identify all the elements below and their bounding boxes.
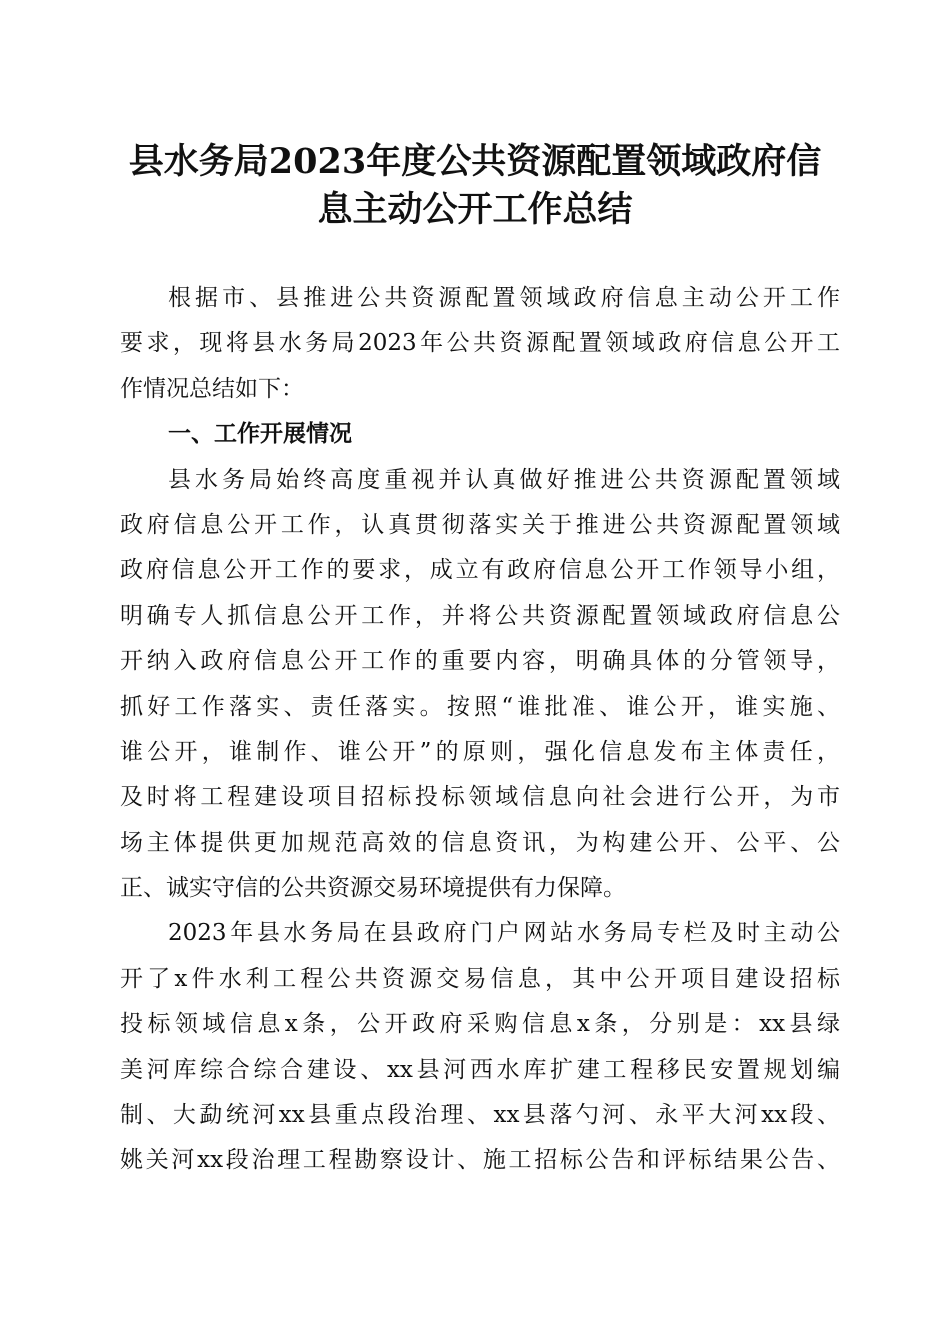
section-heading: 一、工作开展情况 (168, 421, 352, 448)
paragraph-1-line-4: 明确专人抓信息公开工作，并将公共资源配置领域政府信息公 (120, 602, 840, 629)
paragraph-2-line-3: 投标领域信息x条，公开政府采购信息x条，分别是：xx县绿 (120, 1011, 840, 1038)
title-line-2: 息主动公开工作总结 (317, 189, 633, 230)
document-title (100, 138, 850, 234)
paragraph-intro-line-1: 根据市、县推进公共资源配置领域政府信息主动公开工作 (168, 285, 840, 311)
paragraph-intro-line-2: 要求，现将县水务局2023年公共资源配置领域政府信息公开工 (120, 330, 840, 357)
paragraph-1-line-1: 县水务局始终高度重视并认真做好推进公共资源配置领域 (168, 466, 840, 493)
paragraph-1-line-9: 场主体提供更加规范高效的信息资讯，为构建公开、公平、公 (120, 829, 840, 856)
title-line-1: 县水务局2023年度公共资源配置领域政府信 (128, 141, 822, 182)
paragraph-1-line-6: 抓好工作落实、责任落实。按照“谁批准、谁公开，谁实施、 (120, 693, 840, 720)
paragraph-1-line-5: 开纳入政府信息公开工作的重要内容，明确具体的分管领导， (120, 648, 840, 675)
paragraph-1-line-2: 政府信息公开工作，认真贯彻落实关于推进公共资源配置领域 (120, 511, 840, 538)
paragraph-1-line-10: 正、诚实守信的公共资源交易环境提供有力保障。 (120, 875, 626, 902)
paragraph-intro-line-3: 作情况总结如下： (120, 375, 304, 402)
paragraph-2-line-6: 姚关河xx段治理工程勘察设计、施工招标公告和评标结果公告、 (120, 1147, 840, 1174)
paragraph-2-line-1: 2023年县水务局在县政府门户网站水务局专栏及时主动公 (168, 920, 840, 947)
document-body (120, 276, 840, 1184)
paragraph-2-line-5: 制、大勐统河xx县重点段治理、xx县落勺河、永平大河xx段、 (120, 1102, 840, 1129)
paragraph-2-line-4: 美河库综合综合建设、xx县河西水库扩建工程移民安置规划编 (120, 1056, 840, 1083)
paragraph-1-line-7: 谁公开，谁制作、谁公开”的原则，强化信息发布主体责任， (120, 738, 840, 765)
paragraph-1-line-3: 政府信息公开工作的要求，成立有政府信息公开工作领导小组， (120, 557, 840, 584)
paragraph-1-line-8: 及时将工程建设项目招标投标领域信息向社会进行公开，为市 (120, 784, 840, 811)
paragraph-2-line-2: 开了x件水利工程公共资源交易信息，其中公开项目建设招标 (120, 965, 840, 992)
